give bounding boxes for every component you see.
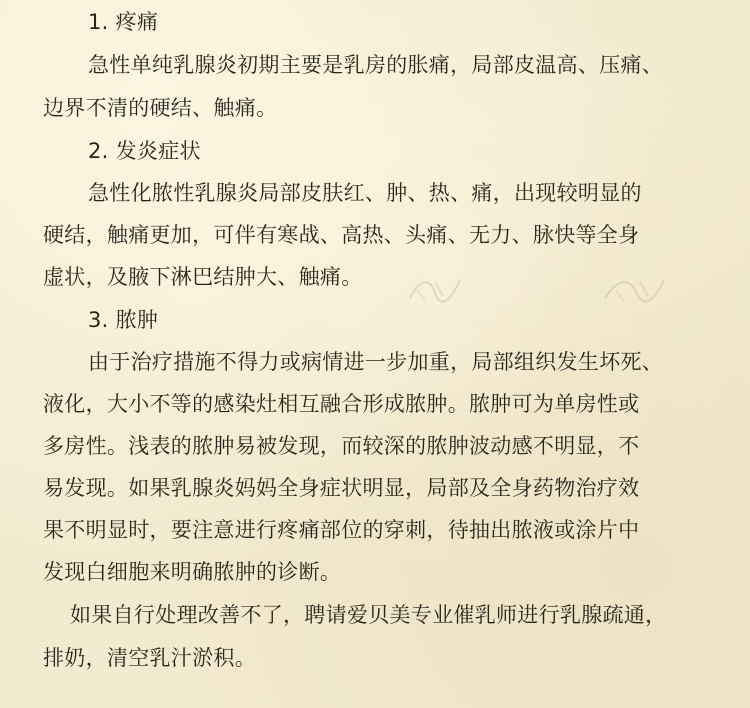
section-2-line-2: 硬结，触痛更加，可伴有寒战、高热、头痛、无力、脉快等全身 xyxy=(43,223,640,247)
section-3-line-2: 液化，大小不等的感染灶相互融合形成脓肿。脓肿可为单房性或 xyxy=(43,392,640,416)
section-3-line-6: 发现白细胞来明确脓肿的诊断。 xyxy=(43,560,342,584)
section-1-line-2: 边界不清的硬结、触痛。 xyxy=(43,96,278,120)
decorative-doodle-left xyxy=(405,268,465,308)
section-2-heading: 2. 发炎症状 xyxy=(88,139,201,163)
section-1-line-1: 急性单纯乳腺炎初期主要是乳房的胀痛，局部皮温高、压痛、 xyxy=(88,53,664,77)
section-3-line-3: 多房性。浅表的脓肿易被发现，而较深的脓肿波动感不明显，不 xyxy=(43,434,640,458)
decorative-doodle-right xyxy=(600,270,670,310)
closing-line-2: 排奶，清空乳汁淤积。 xyxy=(43,646,256,670)
section-1-heading: 1. 疼痛 xyxy=(88,10,159,34)
section-3-heading: 3. 脓肿 xyxy=(88,308,159,332)
section-2-line-3: 虚状，及腋下淋巴结肿大、触痛。 xyxy=(43,265,363,289)
section-3-line-1: 由于治疗措施不得力或病情进一步加重，局部组织发生坏死、 xyxy=(88,350,664,374)
section-3-line-5: 果不明显时，要注意进行疼痛部位的穿刺，待抽出脓液或涂片中 xyxy=(43,518,640,542)
section-3-line-4: 易发现。如果乳腺炎妈妈全身症状明显，局部及全身药物治疗效 xyxy=(43,476,640,500)
section-2-line-1: 急性化脓性乳腺炎局部皮肤红、肿、热、痛，出现较明显的 xyxy=(88,181,642,205)
closing-line-1: 如果自行处理改善不了，聘请爱贝美专业催乳师进行乳腺疏通， xyxy=(70,603,667,627)
